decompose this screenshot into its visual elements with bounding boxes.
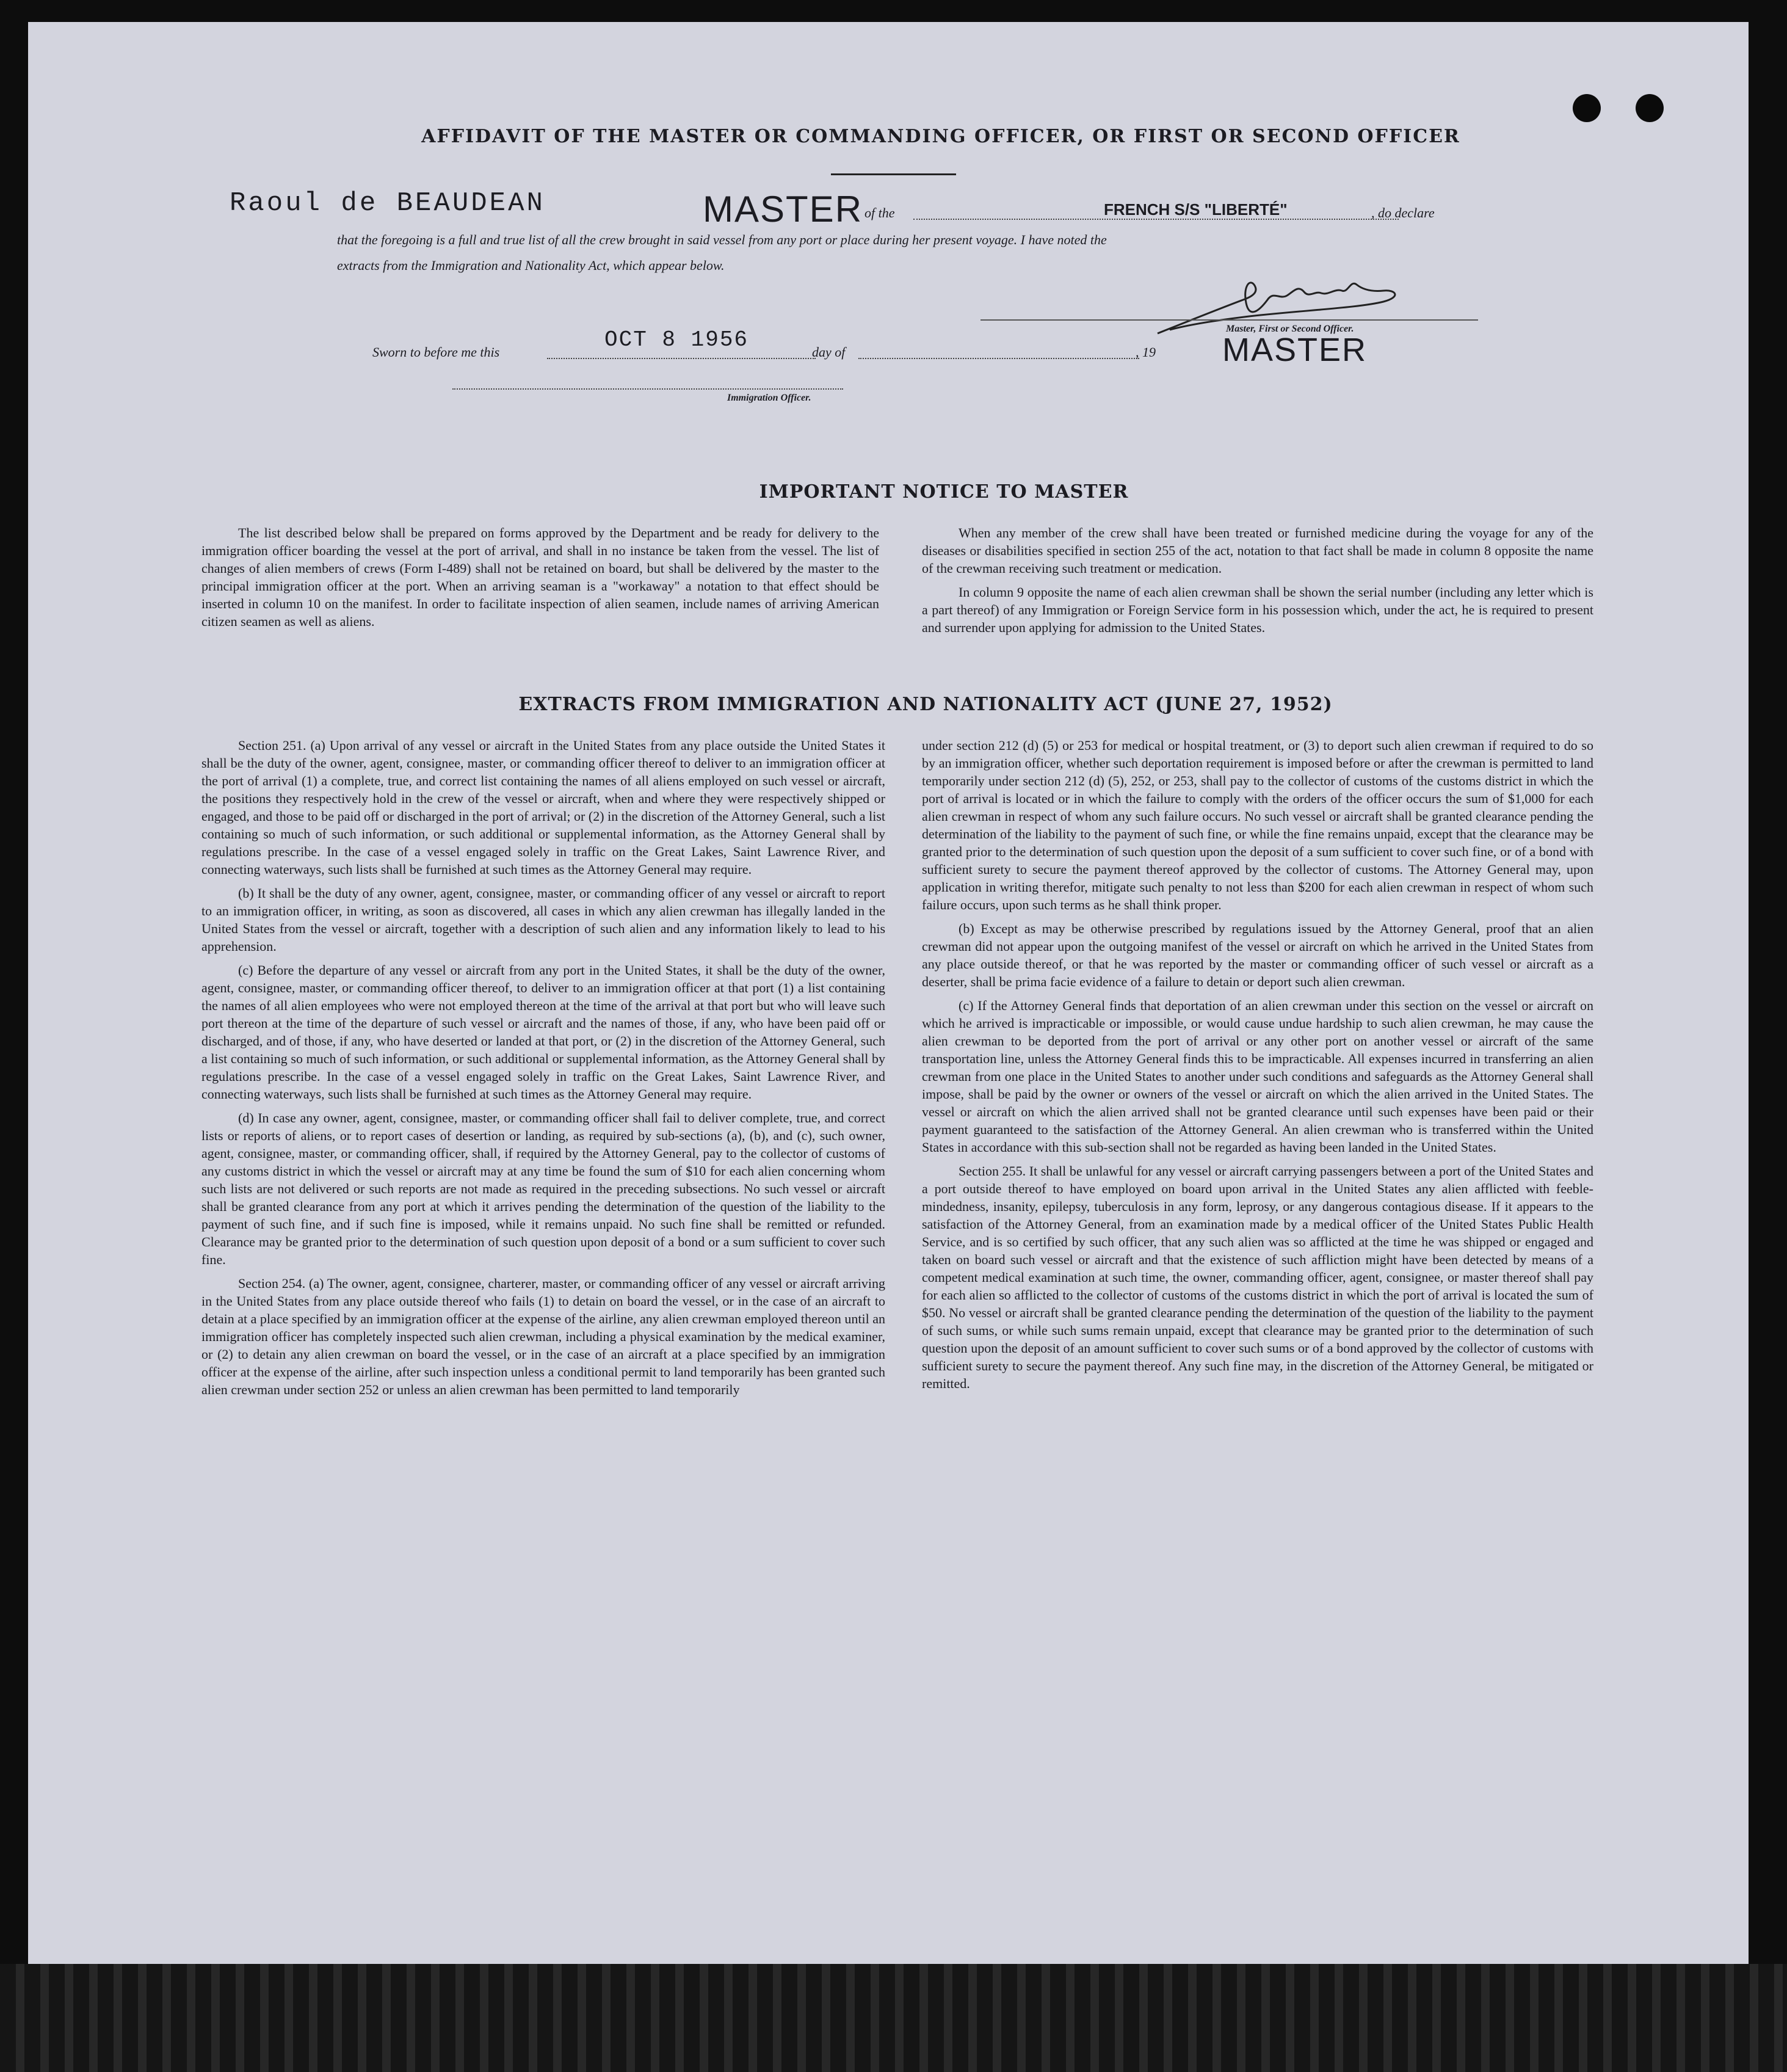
sworn-label: Sworn to before me this (372, 344, 500, 360)
section-251d: (d) In case any owner, agent, consignee, master, or commanding officer shall fail to deliver complete, true, and correct lists or reports of aliens, or to report cases of desertion or landing, as required by sub-sections (a), (b), and (c), such owner, agent, consignee, master, or commanding officer, shall, if required by the Attorney General, pay to the collector of customs of any customs district in which the vessel or aircraft may at any time be found the sum of $10 for each alien concerning whom such lists are not delivered or such reports are not made as required in the preceding subsections. No such vessel or aircraft shall be granted clearance from any port at which it arrives pending the determination of the question of the liability to the payment of such fine, and if such fine is imposed, while it remains unpaid. No such fine shall be remitted or refunded. Clearance may be granted prior to the determination of such question upon deposit of a bond or a sum sufficient to cover such fine. (201, 1110, 885, 1267)
vessel-name: FRENCH S/S "LIBERTÉ" (1104, 200, 1288, 219)
section-254a: Section 254. (a) The owner, agent, consignee, charterer, master, or commanding officer of any vessel or aircraft arriving in the United States from any place outside thereof who fails (1) to detain on board the vessel, or in the case of an aircraft to detain at a place specified by an immigration officer at the expense of the airline, any alien crewman employed thereon until an immigration officer has completely inspected such alien crewman, including a physical examination by the medical examiner, or (2) to detain any alien crewman on board the vessel, or in the case of an aircraft at a place specified by an immigration officer at the expense of the airline, after such inspection unless a conditional permit to land temporarily has been granted such alien crewman under section 252 or unless an alien crewman has been permitted to land temporarily (201, 1276, 885, 1397)
notice-heading: IMPORTANT NOTICE TO MASTER (759, 481, 1129, 503)
immigration-officer-line (452, 388, 843, 390)
section-254c: (c) If the Attorney General finds that deportation of an alien crewman under this section on the vessel or aircraft on which he arrived is impracticable or impossible, or would cause undue hardship to such alien crewman, he may cause the alien crewman to be deported from the port of arrival or any other port on another vessel or aircraft of the same transportation line, unless the Attorney General finds this to be impracticable. All expenses incurred in transferring an alien crewman from one place in the United States to another under such conditions and safeguards as the Attorney General shall impose, shall be paid by the owner or owners of the vessel or aircraft on which the alien arrived in the United States. The vessel or aircraft on which the alien arrived shall not be granted clearance until such expenses have been paid or their payment guaranteed to the satisfaction of the Attorney General. An alien crewman who is transferred within the United States in accordance with this sub-section shall not be regarded as having been landed in the United States. (922, 998, 1593, 1155)
of-the-label: of the (865, 205, 895, 220)
statement-line-2: extracts from the Immigration and Nationality Act, which appear below. (337, 258, 725, 273)
document-page (28, 22, 1749, 1964)
section-255: Section 255. It shall be unlawful for any vessel or aircraft carrying passengers between a port of the United States and a port outside thereof to have employed on board upon arrival in the United States any alien afflicted with feeble-mindedness, insanity, epilepsy, tuberculosis in any form, leprosy, or any dangerous contagious disease. If it appears to the satisfaction of the Attorney General, from an examination made by a medical officer of the United States Public Health Service, and is so certified by such officer, that any such alien was so afflicted at the time he was shipped or engaged and taken on board such vessel or aircraft and that the existence of such affliction might have been detected by means of a competent medical examination at such time, the owner, commanding officer, agent, consignee, or master thereof shall pay for each alien so afflicted to the collector of customs of the customs district in which the port of arrival is located the sum of $50. No vessel or aircraft shall be granted clearance pending the determination of the question of the liability to the payment of such sums, or while such sums remain unpaid, except that clearance may be granted prior to the determination of such question upon the deposit of an amount sufficient to cover such sums or of a bond approved by the collector of customs with sufficient surety to secure the payment thereof. Any such fine may, in the discretion of the Attorney General, be mitigated or remitted. (922, 1163, 1593, 1391)
section-251b: (b) It shall be the duty of any owner, agent, consignee, master, or commanding officer of any vessel or aircraft to report to an immigration officer, in writing, as soon as discovered, all cases in which any alien crewman has illegally landed in the United States from the vessel or aircraft, together with a description of such alien and any information likely to lead to his apprehension. (201, 885, 885, 954)
do-declare-label: , do declare (1371, 205, 1435, 220)
extracts-right-column (922, 736, 1593, 1398)
extracts-left-column (201, 736, 885, 1405)
film-border (0, 1964, 1787, 2072)
sworn-date-line (547, 358, 816, 359)
sworn-date: OCT 8 1956 (604, 327, 749, 352)
affidavit-title: AFFIDAVIT OF THE MASTER OR COMMANDING OFFICER, OR FIRST OR SECOND OFFICER (421, 126, 1460, 147)
day-of-label: day of (812, 344, 846, 360)
section-251c: (c) Before the departure of any vessel or aircraft from any port in the United States, it shall be the duty of the owner, agent, consignee, master, or commanding officer thereof, to deliver to an immigration officer at that port (1) a list containing the names of all alien employees who were not employed thereon at the time of the arrival at that port but who will leave such port thereon at the time of the departure of such vessel or aircraft and the names of those, if any, who have been paid off or discharged, and of those, if any, who have deserted or landed at that port, or (2) in the discretion of the Attorney General, such a list containing so much of such information, or such additional or supplemental information, as the Attorney General shall by regulations prescribe. In the case of a vessel engaged solely in traffic on the Great Lakes, Saint Lawrence River, and connecting waterways, such lists shall be furnished at such times as the Attorney General may require. (201, 962, 885, 1102)
notice-right-column (922, 524, 1593, 642)
signature-caption: Master, First or Second Officer. (1226, 324, 1354, 334)
punch-hole-right (1636, 94, 1664, 122)
statement-line-1: that the foregoing is a full and true list of all the crew brought in said vessel from any port or place during her present voyage. I have noted the (337, 232, 1107, 247)
notice-left-paragraph: The list described below shall be prepared on forms approved by the Department and be ready for delivery to the immigration officer boarding the vessel at the port of arrival, and shall in no instance be taken from the vessel. The list of changes of alien members of crews (Form I-489) shall not be retained on board, but shall be delivered by the master to the principal immigration officer at the port. When an arriving seaman is a "workaway" a notation to that effect should be inserted in column 10 on the manifest. In order to facilitate inspection of alien seamen, include names of arriving American citizen seamen as well as aliens. (201, 525, 879, 629)
day-of-line (858, 358, 1139, 359)
section-254a-continued: under section 212 (d) (5) or 253 for medical or hospital treatment, or (3) to deport such alien crewman if required to do so by an immigration officer, whether such deportation requirement is imposed before or after the crewman is permitted to land temporarily under section 212 (d) (5), 252, or 253, shall pay to the collector of customs of the customs district in which the port of arrival is located or in which the failure to comply with the orders of the officer occurs the sum of $1,000 for each alien crewman in respect of whom any such failure occurs. No such vessel or aircraft shall be granted clearance pending the determination of the liability to the payment of such fine, or while the fine remains unpaid, except that the clearance may be granted prior to the determination of such question upon the deposit of a sum sufficient to cover such fine, or of a bond with sufficient surety to secure the payment thereof approved by the collector of customs. The Attorney General may, upon application in writing therefor, mitigate such penalty to not less than $200 for each alien crewman in respect of whom such failure occurs, upon such terms as he shall think proper. (922, 738, 1593, 912)
section-254b: (b) Except as may be otherwise prescribed by regulations issued by the Attorney General, proof that an alien crewman did not appear upon the outgoing manifest of the vessel or aircraft on which he arrived in the United States from any place outside thereof, or that he was reported by the master or commanding officer of such vessel or aircraft as a deserter, shall be prima facie evidence of a failure to detain or deport such alien crewman. (922, 921, 1593, 989)
extracts-heading: EXTRACTS FROM IMMIGRATION AND NATIONALITY ACT (JUNE 27, 1952) (518, 694, 1333, 715)
signature-line (980, 319, 1478, 321)
title-rule (831, 173, 956, 175)
immigration-officer-caption: Immigration Officer. (727, 393, 811, 403)
section-251a: Section 251. (a) Upon arrival of any vessel or aircraft in the United States from any place outside the United States it shall be the duty of the owner, agent, consignee, master, or commanding officer thereof to deliver to an immigration officer at the port of arrival (1) a complete, true, and correct list containing the names of all aliens employed on such vessel or aircraft, the positions they respectively hold in the crew of the vessel or aircraft, when and where they were respectively shipped or engaged, and those to be paid off or discharged in the port of arrival; or (2) in the discretion of the Attorney General, such a list containing so much of such information, or such additional or supplemental information, as the Attorney General shall by regulations prescribe. In the case of a vessel engaged solely in traffic on the Great Lakes, Saint Lawrence River, and connecting waterways, such lists shall be furnished at such times as the Attorney General may require. (201, 738, 885, 877)
notice-right-paragraph-1: When any member of the crew shall have been treated or furnished medicine during the voyage for any of the diseases or disabilities specified in section 255 of the act, notation to that fact shall be made in column 8 opposite the name of the crewman receiving such treatment or medication. (922, 525, 1593, 576)
punch-hole-left (1573, 94, 1601, 122)
master-name: Raoul de BEAUDEAN (230, 188, 545, 219)
notice-right-paragraph-2: In column 9 opposite the name of each alien crewman shall be shown the serial number (including any letter which is a part thereof) of any Immigration or Foreign Service form in his possession which, under the act, he is required to present and surrender upon applying for admission to the United States. (922, 584, 1593, 635)
rank-typed: MASTER (703, 189, 863, 230)
year-label: , 19 (1136, 344, 1156, 360)
signature-rank-typed: MASTER (1222, 332, 1368, 368)
